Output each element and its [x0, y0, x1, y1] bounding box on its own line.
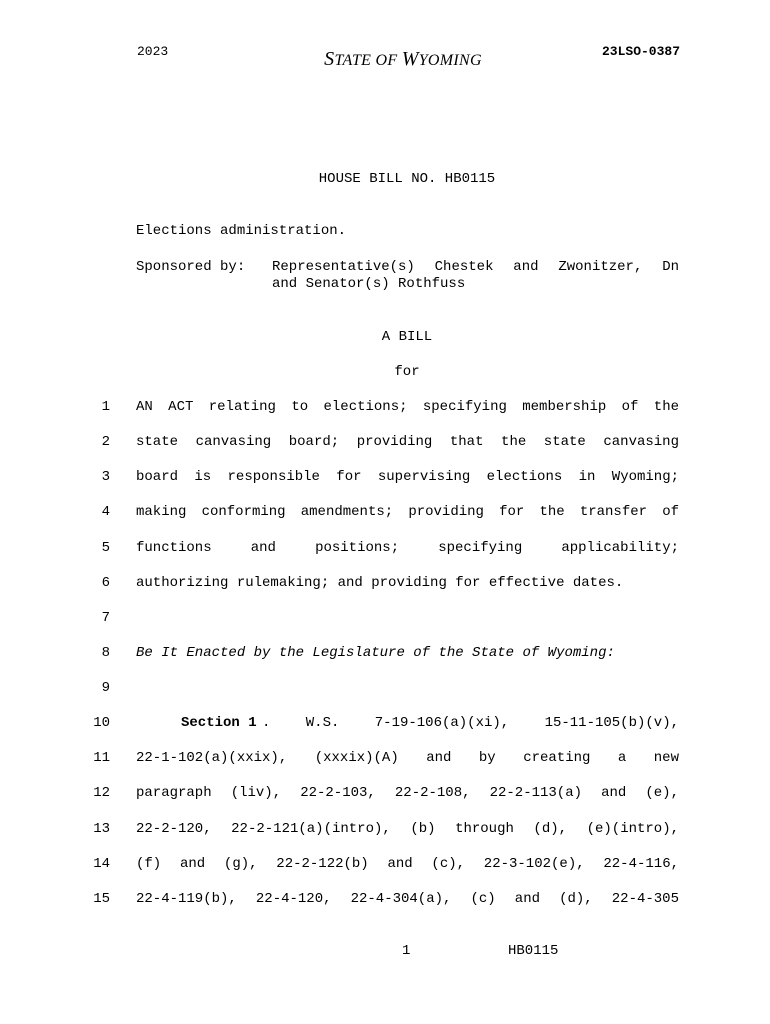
state-title-part-tate: TATE OF	[334, 52, 402, 69]
line-text: state canvasing board; providing that the state canvasing	[136, 434, 679, 450]
line-number: 14	[93, 856, 110, 872]
line-number: 13	[93, 821, 110, 837]
bill-line	[0, 645, 770, 665]
line-number: 3	[101, 469, 110, 485]
bill-line	[0, 504, 770, 524]
bill-line	[0, 540, 770, 560]
footer-bill-id: HB0115	[508, 943, 559, 959]
bill-line	[0, 610, 770, 630]
line-text: 22-2-120, 22-2-121(a)(intro), (b) through (d), (e)(intro),	[136, 821, 679, 837]
bill-line	[0, 750, 770, 770]
line-text: 22-1-102(a)(xxix), (xxxix)(A) and by creating a new	[136, 750, 679, 766]
line-number: 12	[93, 785, 110, 801]
sponsors-line-1: Representative(s) Chestek and Zwonitzer, Dn	[272, 259, 679, 275]
for-heading: for	[394, 364, 420, 380]
sponsors-line-2: and Senator(s) Rothfuss	[272, 276, 466, 292]
line-number: 8	[101, 645, 110, 661]
bill-short-title: Elections administration.	[136, 223, 347, 239]
bill-line	[0, 785, 770, 805]
line-text: AN ACT relating to elections; specifying membership of the	[136, 399, 679, 415]
line-text: authorizing rulemaking; and providing for effective dates.	[136, 575, 624, 591]
line-text: (f) and (g), 22-2-122(b) and (c), 22-3-102(e), 22-4-116,	[136, 856, 679, 872]
line-number: 4	[101, 504, 110, 520]
bill-line	[0, 856, 770, 876]
line-number: 6	[101, 575, 110, 591]
bill-line	[0, 680, 770, 700]
line-number: 1	[101, 399, 110, 415]
line-text: . W.S. 7-19-106(a)(xi), 15-11-105(b)(v),	[262, 715, 679, 731]
session-year: 2023	[137, 44, 169, 59]
line-text: paragraph (liv), 22-2-103, 22-2-108, 22-2-113(a) and (e),	[136, 785, 679, 801]
bill-heading: HOUSE BILL NO. HB0115	[318, 171, 496, 187]
bill-line	[0, 575, 770, 595]
line-text: functions and positions; specifying applicability;	[136, 540, 679, 556]
line-text: 22-4-119(b), 22-4-120, 22-4-304(a), (c) and (d), 22-4-305	[136, 891, 679, 907]
bill-line	[0, 821, 770, 841]
lso-number: 23LSO-0387	[601, 44, 680, 59]
section-label: Section 1	[181, 715, 257, 731]
bill-line	[0, 715, 770, 735]
line-text: board is responsible for supervising elections in Wyoming;	[136, 469, 679, 485]
line-number: 7	[101, 610, 110, 626]
line-number: 11	[93, 750, 110, 766]
bill-line	[0, 434, 770, 454]
bill-line	[0, 399, 770, 419]
line-text: making conforming amendments; providing for the transfer of	[136, 504, 679, 520]
page-number: 1	[402, 943, 411, 959]
sponsored-label: Sponsored by:	[136, 259, 246, 275]
state-title-initial-w: W	[401, 48, 419, 70]
state-title-part-yoming: YOMING	[418, 52, 482, 69]
line-number: 5	[101, 540, 110, 556]
line-number: 10	[93, 715, 110, 731]
line-number: 9	[101, 680, 110, 696]
line-number: 15	[93, 891, 110, 907]
bill-line	[0, 469, 770, 489]
line-number: 2	[101, 434, 110, 450]
a-bill-heading: A BILL	[381, 329, 433, 345]
enacting-clause: Be It Enacted by the Legislature of the State of Wyoming:	[136, 645, 615, 661]
bill-line	[0, 891, 770, 911]
state-title-initial-s: S	[324, 48, 335, 70]
